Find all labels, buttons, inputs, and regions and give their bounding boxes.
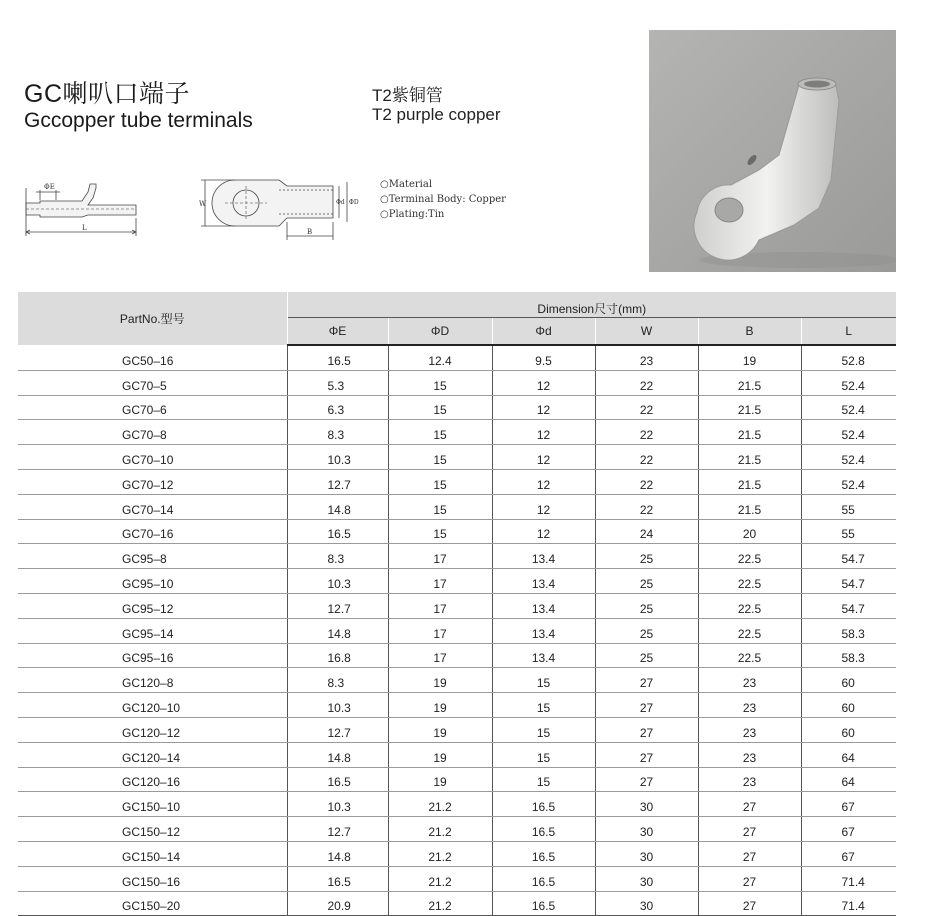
part-no-header: PartNo.型号 xyxy=(18,292,287,345)
dimension-cell: 16.5 xyxy=(287,866,388,891)
table-row xyxy=(18,370,896,395)
dimension-cell: 23 xyxy=(698,693,801,718)
dimension-cell: 30 xyxy=(595,891,698,916)
dimension-cell: 60 xyxy=(801,693,896,718)
dimension-cell: 13.4 xyxy=(492,618,595,643)
w-label: W xyxy=(199,200,207,208)
dimension-cell: 15 xyxy=(388,395,492,420)
note-item: ○Material xyxy=(380,179,433,190)
table-row xyxy=(18,395,896,420)
dimension-cell: 15 xyxy=(492,668,595,693)
dimension-cell: 10.3 xyxy=(287,792,388,817)
dimension-cell: 22 xyxy=(595,469,698,494)
dimension-cell: 15 xyxy=(388,445,492,470)
dimension-cell: 12 xyxy=(492,395,595,420)
dimension-cell: 54.7 xyxy=(801,593,896,618)
dimension-cell: 12 xyxy=(492,469,595,494)
dimension-cell: 71.4 xyxy=(801,891,896,916)
dimension-cell: 17 xyxy=(388,618,492,643)
dimension-cell: 55 xyxy=(801,494,896,519)
col-header: ΦE xyxy=(287,318,388,346)
dimension-cell: 67 xyxy=(801,817,896,842)
dimension-cell: 16.5 xyxy=(492,792,595,817)
dimension-cell: 27 xyxy=(698,841,801,866)
table-row xyxy=(18,618,896,643)
dimension-cell: 15 xyxy=(492,717,595,742)
phi-d-big-label: ΦD xyxy=(349,199,359,206)
col-header: ΦD xyxy=(388,318,492,346)
dimension-cell: 14.8 xyxy=(287,841,388,866)
dimension-cell: 23 xyxy=(698,742,801,767)
material-cn: T2紫铜管 xyxy=(372,86,443,105)
table-row xyxy=(18,494,896,519)
dimension-cell: 10.3 xyxy=(287,693,388,718)
dimension-cell: 64 xyxy=(801,742,896,767)
dimension-cell: 19 xyxy=(388,717,492,742)
dimension-cell: 52.4 xyxy=(801,445,896,470)
part-number-cell: GC70–16 xyxy=(18,519,287,544)
col-header: L xyxy=(801,318,896,346)
dimension-cell: 19 xyxy=(388,742,492,767)
dimension-cell: 64 xyxy=(801,767,896,792)
dimension-cell: 15 xyxy=(492,742,595,767)
dimension-cell: 9.5 xyxy=(492,345,595,370)
table-row xyxy=(18,693,896,718)
dimension-cell: 20.9 xyxy=(287,891,388,916)
dimension-cell: 12.7 xyxy=(287,469,388,494)
dimension-cell: 12 xyxy=(492,370,595,395)
dimension-cell: 13.4 xyxy=(492,569,595,594)
dimension-cell: 27 xyxy=(595,693,698,718)
dimension-cell: 12 xyxy=(492,519,595,544)
dimension-cell: 22 xyxy=(595,445,698,470)
dimension-cell: 8.3 xyxy=(287,420,388,445)
dimension-cell: 12 xyxy=(492,445,595,470)
dimension-cell: 15 xyxy=(388,420,492,445)
dimension-cell: 23 xyxy=(595,345,698,370)
spec-table-body xyxy=(18,345,896,916)
table-row xyxy=(18,420,896,445)
dimension-cell: 22 xyxy=(595,494,698,519)
dimension-cell: 52.4 xyxy=(801,395,896,420)
dimension-cell: 13.4 xyxy=(492,593,595,618)
dimension-cell: 27 xyxy=(595,668,698,693)
part-number-cell: GC70–10 xyxy=(18,445,287,470)
dimension-cell: 22.5 xyxy=(698,618,801,643)
part-number-cell: GC95–14 xyxy=(18,618,287,643)
dimension-cell: 12.7 xyxy=(287,817,388,842)
top-view-drawing xyxy=(195,170,375,245)
dimension-cell: 27 xyxy=(595,767,698,792)
dimension-cell: 55 xyxy=(801,519,896,544)
part-number-cell: GC120–10 xyxy=(18,693,287,718)
dimension-cell: 71.4 xyxy=(801,866,896,891)
dimension-cell: 52.4 xyxy=(801,420,896,445)
dimension-cell: 27 xyxy=(698,817,801,842)
table-row xyxy=(18,593,896,618)
dimension-cell: 12 xyxy=(492,420,595,445)
dimension-cell: 22.5 xyxy=(698,544,801,569)
dimension-cell: 14.8 xyxy=(287,494,388,519)
part-number-cell: GC70–6 xyxy=(18,395,287,420)
dimension-cell: 21.2 xyxy=(388,866,492,891)
dimension-cell: 52.4 xyxy=(801,370,896,395)
dimension-cell: 52.4 xyxy=(801,469,896,494)
dimension-cell: 67 xyxy=(801,792,896,817)
dimension-cell: 16.5 xyxy=(492,891,595,916)
dimension-cell: 6.3 xyxy=(287,395,388,420)
material-en: T2 purple copper xyxy=(372,105,501,124)
part-number-cell: GC70–14 xyxy=(18,494,287,519)
note-item: ○Terminal Body: Copper xyxy=(380,194,506,205)
dimension-cell: 25 xyxy=(595,618,698,643)
dimension-cell: 8.3 xyxy=(287,544,388,569)
dimension-cell: 15 xyxy=(388,469,492,494)
dimension-cell: 15 xyxy=(388,370,492,395)
part-number-cell: GC70–12 xyxy=(18,469,287,494)
table-row xyxy=(18,445,896,470)
dimension-cell: 21.5 xyxy=(698,494,801,519)
dimension-cell: 21.5 xyxy=(698,370,801,395)
dimension-cell: 21.2 xyxy=(388,841,492,866)
part-number-cell: GC150–20 xyxy=(18,891,287,916)
dimension-cell: 21.5 xyxy=(698,420,801,445)
dimension-cell: 22.5 xyxy=(698,593,801,618)
part-number-cell: GC150–16 xyxy=(18,866,287,891)
table-row xyxy=(18,866,896,891)
phi-e-label: ΦE xyxy=(44,183,55,191)
part-number-cell: GC120–16 xyxy=(18,767,287,792)
dimension-cell: 60 xyxy=(801,668,896,693)
dimension-cell: 15 xyxy=(388,494,492,519)
dimension-cell: 21.5 xyxy=(698,469,801,494)
dimension-cell: 58.3 xyxy=(801,618,896,643)
dimension-cell: 13.4 xyxy=(492,544,595,569)
dimension-cell: 14.8 xyxy=(287,742,388,767)
product-photo xyxy=(649,30,896,272)
dimension-cell: 19 xyxy=(388,767,492,792)
part-number-cell: GC95–10 xyxy=(18,569,287,594)
part-number-cell: GC150–12 xyxy=(18,817,287,842)
dimension-cell: 13.4 xyxy=(492,643,595,668)
dimension-cell: 16.5 xyxy=(492,841,595,866)
dimension-cell: 19 xyxy=(388,668,492,693)
dimension-header: Dimension尺寸(mm) xyxy=(287,292,896,318)
dimension-cell: 10.3 xyxy=(287,569,388,594)
dimension-cell: 22 xyxy=(595,370,698,395)
dimension-cell: 52.8 xyxy=(801,345,896,370)
dimension-cell: 25 xyxy=(595,544,698,569)
spec-notes xyxy=(380,177,506,222)
dimension-cell: 20 xyxy=(698,519,801,544)
table-row xyxy=(18,345,896,370)
table-row xyxy=(18,544,896,569)
part-number-cell: GC95–12 xyxy=(18,593,287,618)
dimension-cell: 30 xyxy=(595,841,698,866)
part-number-cell: GC150–10 xyxy=(18,792,287,817)
part-number-cell: GC120–8 xyxy=(18,668,287,693)
dimension-cell: 12.7 xyxy=(287,717,388,742)
dimension-cell: 17 xyxy=(388,544,492,569)
dimension-cell: 16.5 xyxy=(492,866,595,891)
dimension-cell: 16.8 xyxy=(287,643,388,668)
part-number-cell: GC70–5 xyxy=(18,370,287,395)
dimension-cell: 60 xyxy=(801,717,896,742)
page-title-cn: GC喇叭口端子 xyxy=(24,80,191,108)
dimension-cell: 27 xyxy=(595,717,698,742)
dimension-cell: 19 xyxy=(698,345,801,370)
table-row xyxy=(18,469,896,494)
part-number-cell: GC150–14 xyxy=(18,841,287,866)
table-row xyxy=(18,742,896,767)
dimension-cell: 12.4 xyxy=(388,345,492,370)
table-row xyxy=(18,841,896,866)
dimension-cell: 12 xyxy=(492,494,595,519)
note-item: ○Plating:Tin xyxy=(380,209,445,220)
part-number-cell: GC50–16 xyxy=(18,345,287,370)
dimension-cell: 22 xyxy=(595,395,698,420)
part-number-cell: GC120–14 xyxy=(18,742,287,767)
dimension-cell: 16.5 xyxy=(492,817,595,842)
dimension-cell: 21.5 xyxy=(698,445,801,470)
dimension-cell: 16.5 xyxy=(287,345,388,370)
page-title-en: Gccopper tube terminals xyxy=(24,109,253,132)
dimension-cell: 16.5 xyxy=(287,519,388,544)
dimension-cell: 30 xyxy=(595,866,698,891)
dimension-cell: 19 xyxy=(388,693,492,718)
part-number-cell: GC95–16 xyxy=(18,643,287,668)
part-number-cell: GC70–8 xyxy=(18,420,287,445)
dimension-cell: 21.2 xyxy=(388,792,492,817)
dimension-cell: 25 xyxy=(595,643,698,668)
dimension-cell: 17 xyxy=(388,569,492,594)
table-row xyxy=(18,792,896,817)
table-row xyxy=(18,891,896,916)
dimension-cell: 30 xyxy=(595,792,698,817)
dimension-cell: 25 xyxy=(595,593,698,618)
table-row xyxy=(18,817,896,842)
dimension-cell: 17 xyxy=(388,643,492,668)
dimension-cell: 14.8 xyxy=(287,618,388,643)
dimension-cell: 27 xyxy=(698,891,801,916)
dimension-cell: 15 xyxy=(492,693,595,718)
b-label: B xyxy=(307,228,313,236)
dimension-cell: 12.7 xyxy=(287,593,388,618)
dimension-cell: 27 xyxy=(698,866,801,891)
col-header: Φd xyxy=(492,318,595,346)
dimension-cell: 16.5 xyxy=(287,767,388,792)
dimension-cell: 22.5 xyxy=(698,643,801,668)
side-view-drawing xyxy=(18,170,148,242)
dimension-cell: 54.7 xyxy=(801,544,896,569)
dimension-cell: 58.3 xyxy=(801,643,896,668)
table-row xyxy=(18,569,896,594)
dimension-cell: 21.2 xyxy=(388,817,492,842)
dimension-cell: 54.7 xyxy=(801,569,896,594)
dimension-cell: 23 xyxy=(698,668,801,693)
dimension-cell: 21.5 xyxy=(698,395,801,420)
phi-d-small-label: Φd xyxy=(336,199,345,206)
dimension-cell: 27 xyxy=(595,742,698,767)
part-number-cell: GC120–12 xyxy=(18,717,287,742)
dimension-cell: 23 xyxy=(698,717,801,742)
dimension-cell: 15 xyxy=(388,519,492,544)
dimension-cell: 22 xyxy=(595,420,698,445)
dimension-cell: 5.3 xyxy=(287,370,388,395)
part-number-cell: GC95–8 xyxy=(18,544,287,569)
dimension-cell: 8.3 xyxy=(287,668,388,693)
dimension-cell: 22.5 xyxy=(698,569,801,594)
col-header: W xyxy=(595,318,698,346)
dimension-cell: 67 xyxy=(801,841,896,866)
table-row xyxy=(18,643,896,668)
spec-table xyxy=(18,292,896,916)
l-label: L xyxy=(82,224,87,232)
dimension-cell: 23 xyxy=(698,767,801,792)
dimension-cell: 17 xyxy=(388,593,492,618)
dimension-cell: 10.3 xyxy=(287,445,388,470)
dimension-cell: 30 xyxy=(595,817,698,842)
dimension-cell: 15 xyxy=(492,767,595,792)
table-row xyxy=(18,767,896,792)
table-row xyxy=(18,519,896,544)
table-row xyxy=(18,717,896,742)
dimension-cell: 25 xyxy=(595,569,698,594)
dimension-cell: 24 xyxy=(595,519,698,544)
dimension-cell: 27 xyxy=(698,792,801,817)
dimension-cell: 21.2 xyxy=(388,891,492,916)
col-header: B xyxy=(698,318,801,346)
table-row xyxy=(18,668,896,693)
